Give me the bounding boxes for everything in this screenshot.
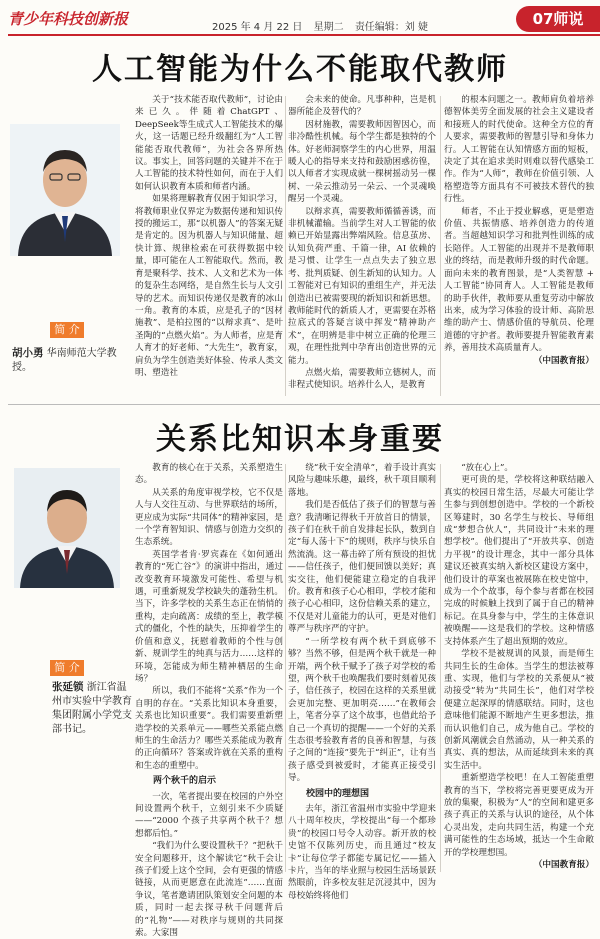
paragraph: 英国学者肯·罗宾森在《如何通出教育的“死亡谷”》的演讲中指出，通过改变教育环境激发可能性、希望与机遇，可重新规发学校缺失的蓬勃生机。当下，许多学校的关系生态正在悄悄的重构，走向疏离：成绩的至上，教学模式的僵化，个性的缺失，压抑着学生的价值和意义，抚慰着教师的个性与创新、规训学生的纯真与活力……这样的环境，怎能成为师生精神栖居的生命场？ bbox=[135, 549, 283, 684]
paragraph: 关于“技术能否取代教师”，讨论由来已久。伴随着ChatGPT、DeepSeek等生成式人工智能技术的爆火，这一话题已经升级翻红为“人工智能能否取代教师”，为社会各界所热议。事实上，回答问题的关键并不在于人工智能的技术特性如何，而在于人们如何认识教育本质和师者内涵。 bbox=[135, 95, 283, 192]
paragraph: 因材施教，需要教师因智因心，而非冷酷性机械。每个学生都是独特的个体。好老师洞察学生的内心世界，用温暖人心的指导来支持和鼓励困惑彷徨，以人师者才实现成就一棵树摇动另一棵树、一朵云推动另一朵云、一个灵魂唤醒另一个灵魂。 bbox=[288, 119, 436, 205]
issue-info bbox=[212, 18, 436, 33]
paragraph: 去年，浙江省温州市实验中学迎来八十周年校庆，学校提出“每一个都珍贵”的校园口号令人动容。新开放的校史馆不仅陈列历史，而且通过“校友卡”让每位学子都能专属记忆——插入卡片，当年的毕业照与校园生活场景跃然眼前，许多校友驻足沉浸其中，因为母校始终将他们 bbox=[288, 803, 436, 901]
author2-photo bbox=[14, 468, 120, 588]
issue-weekday: 星期二 bbox=[313, 22, 344, 33]
author1-tag: 简 介 bbox=[50, 322, 84, 338]
article2-column-1 bbox=[135, 462, 283, 939]
issue-date: 2025 年 4 月 22 日 bbox=[212, 22, 303, 33]
column-divider bbox=[285, 464, 286, 872]
paragraph: 我们是否低估了孩子们的智慧与善意？我清晰记得秋千开放首日的情景，孩子们在秋千前自发排起长队，数到自定“每人荡十下”的规则，秩序与快乐自然流淌。这一幕击碎了所有预设的担忧——信任孩子，他们便回馈以美好；真实交往，他们便能建立稳定的自我评价。教育和孩子心心相印，学校才能和孩子心心相印，这份信赖关系的建立，不仅是对儿童能力的认可，更是对他们尊严与秩序严的守护。 bbox=[288, 500, 436, 635]
article2-column-2 bbox=[288, 462, 436, 901]
column-divider bbox=[440, 96, 441, 396]
article2-subheading-1: 两个秋千的启示 bbox=[153, 776, 217, 787]
paragraph: 如果将理解教育仅困于知识学习，将教师职业仅界定为数据传递和知识传授的搬运工，那“以机器人”的答案无疑是肯定的。因为机器人与知识储量、超快计算、规律检索在可获得数据中较量，即可能在人工智能取代。然而，教育是聚科学、技术、人文和艺术为一体的复杂生态网络，是自然生长与人文引导的艺术。而知识传递仅是教育的冰山一角。教育的本质，应是孔子的“因材施教”、是柏拉图的“以辩求真”、是叶圣陶的“点燃火焰”。为人师者，应是育人育才的好老师、“大先生”，教育家，肩负为学生创造美好体验、传承人类文明、塑造社 bbox=[135, 194, 283, 378]
column-divider bbox=[285, 96, 286, 396]
column-divider bbox=[440, 464, 441, 872]
author1-photo bbox=[10, 124, 120, 256]
author2-bio bbox=[52, 680, 134, 737]
article2-subheading-2: 校园中的理想国 bbox=[306, 788, 370, 799]
page-header bbox=[0, 0, 600, 38]
paragraph: “一所学校有两个秋千到底够不够？当然不够，但是两个秋千就是一种开端，两个秋千赋予了孩子对学校的希望，两个秋千也唤醒我们要时刻着见孩子，信任孩子，校园在这样的关系里就会更加完整、更加明亮……”在教师会上，笔者分享了这个故事，也借此给予自己一个真切的提醒——一个好的关系生态很考验教育者的良善和智慧，与孩子之间的“连接”要先于“纠正”，让有当孩子感受到被爱时，才能真正接受引导。 bbox=[288, 636, 436, 784]
article2-column-3 bbox=[444, 462, 594, 874]
article2-source: （中国教育报） bbox=[533, 860, 594, 870]
article1-title: 人工智能为什么不能取代教师 bbox=[92, 52, 508, 87]
paragraph: 会未来的使命。凡事种种，岂是机器所能企及替代的？ bbox=[288, 95, 436, 118]
paragraph: 的根本问题之一。教师肩负着培养德智体美劳全面发展的社会主义建设者和接班人的时代使命。这种全方位的育人要求，需要教师的智慧引导和身体力行。人工智能在认知情感方面的短板，决定了其在追求美时则难以替代感染工作。作为“人师”，教师在价值引领、人格塑造等方面具有不可被技术替代的独行性。 bbox=[444, 95, 594, 205]
editor-credit: 责任编辑：刘 婕 bbox=[354, 22, 428, 33]
author2-name: 张延锁 bbox=[52, 681, 84, 693]
article-separator bbox=[8, 404, 600, 405]
paragraph: 师者，不止于授业解惑，更是塑造价值、共振情感、培养创造力的传道者。当超越知识学习和批判性训练的成长陪伴。人工智能的出现并不是教师职业的终结，而是教师升级的时代命题。面向未来的教育图景，是“人类智慧 + 人工智能”协同育人。人工智能是教师的助手伙伴，教师要从重复劳动中解放出来，成为学习体验的设计师、高阶思维的助产士、情感价值的导航员、伦理道德的守护者。教师要提升智能教育素养，善用技术高质量育人。 bbox=[444, 206, 594, 354]
header-divider bbox=[8, 34, 600, 36]
article1-column-3 bbox=[444, 94, 594, 398]
paragraph: 绕“秋千安全清单”，着手设计真实风险与趣味乐趣，最终，秋千项目顺利落地。 bbox=[288, 463, 436, 498]
paragraph: 点燃火焰，需要教师立德树人，而非程式使知识。培养什么人，是教育 bbox=[288, 367, 436, 391]
article1-column-2 bbox=[288, 94, 436, 398]
paragraph: 一次，笔者提出要在校园的户外空间设置两个秋千，立刻引来不少质疑——“2000 个孩子共享两个秋千？想想都后怕。” bbox=[135, 791, 283, 839]
author1-description: 华南师范大学教授。 bbox=[12, 348, 117, 373]
author2-tag: 简 介 bbox=[50, 660, 84, 676]
paragraph: 所以，我们不能将“关系”作为一个自明的存在。“关系比知识本身重要，关系也比知识重要”。我们需要重新塑造学校的关系单元——哪些关系能点燃师生的生命活力？哪些关系能成为教育的正向循环？答案或许就在关系的重构和生态的重塑中。 bbox=[135, 686, 283, 771]
paragraph: 更可贵的是，学校将这种联结融入真实的校园日常生活，尽最大可能让学生参与到创想创造中。学校的一个新校区筹建时，30 名学生与校长、导师组成“梦想合伙人”，共同设计“未来的理想学校”。他们提出了“开放共享、创造力平视”的设计理念，其中一部分具体建议还被真实纳入新校区建设方案中，他们设计的草案也被展陈在校史馆中，成为一个个故事，每个参与者都在校园完成的时候触上找到了属于自己的精神标记。在具身参与中，学生的主体意识被唤醒——这是我们的学校。这种情感支持体系产生了超出预期的效应。 bbox=[444, 475, 594, 647]
paragraph: 以辩求真，需要教师循循善诱，而非机械灌输。当前学生对人工智能的依赖已开始显露出弊端风险。信息茧房、认知负荷严重、千篇一律，AI 依赖的是习惯、让学生一点点失去了独立思考、批判质疑、创生新知的认知力。人工智能对已有知识的重组生产，并无法创造出已被需要现的新知识和新思想。教师能时代的新质人才，更需要在苏格拉底式的答疑言谈中挥发“精神助产术”，在明辨是非中树立正确的伦理三观，在理性批判中孕育出创造世界的元能力。 bbox=[288, 206, 436, 366]
section-label: 07师说 bbox=[516, 6, 600, 32]
author1-bio bbox=[12, 346, 132, 375]
paragraph: “放在心上”。 bbox=[461, 463, 513, 473]
article1-column-1 bbox=[135, 94, 283, 398]
article2-title: 关系比知识本身重要 bbox=[156, 422, 444, 457]
article1-source: （中国教育报） bbox=[533, 355, 594, 366]
paragraph: 重新塑造学校吧！在人工智能重塑教育的当下，学校将完善更要更成为开放的集聚，积极为“人”的空间和建更多孩子真正的关系与认识的途径，从个体心灵出发，走向共同生活，构建一个充满可能性的生态场域，抵达一个生命敞开的学校理想国。 bbox=[444, 773, 594, 858]
paragraph: 学校不是被规训的风景，而是师生共同生长的生命体。当学生的想法被尊重、实现，他们与学校的关系便从“被动接受”转为“共同生长”，他们对学校便建立起深厚的情感联结。同时，这也意味他们能源不断地产生更多想法，推而认识他们自己，成为他自己。学校的创新风潮就会自然涌动，从一种关系的真实、真的想法，从而延续到未来的真实生活中。 bbox=[444, 649, 594, 771]
paragraph: “我们为什么要设置秋千？”把秋千安全问题移开，这个解读它“秋千会让孩子们爱上这个空间，会有更强的情感链接，从而更愿意在此流连”……直面争议，笔者邀请团队策划安全问题的本质，同时一起去探寻秋千问题背后的“礼物”——对秩序与规则的共同探索。大家围 bbox=[135, 841, 283, 939]
paragraph: 从关系的角度审视学校，它不仅是人与人交往互动、与世界联结的场所，更应成为实际“共同体”的精神家园，是一个学育智知识、情感与创造力交织的生态系统。 bbox=[135, 487, 283, 548]
author1-name: 胡小勇 bbox=[12, 347, 44, 359]
paragraph: 教育的核心在于关系，关系塑造生态。 bbox=[135, 463, 283, 486]
author2-description: 浙江省温州市实验中学教育集团附属小学党支部书记。 bbox=[52, 682, 132, 735]
newspaper-logo: 青少年科技创新报 bbox=[8, 10, 129, 28]
